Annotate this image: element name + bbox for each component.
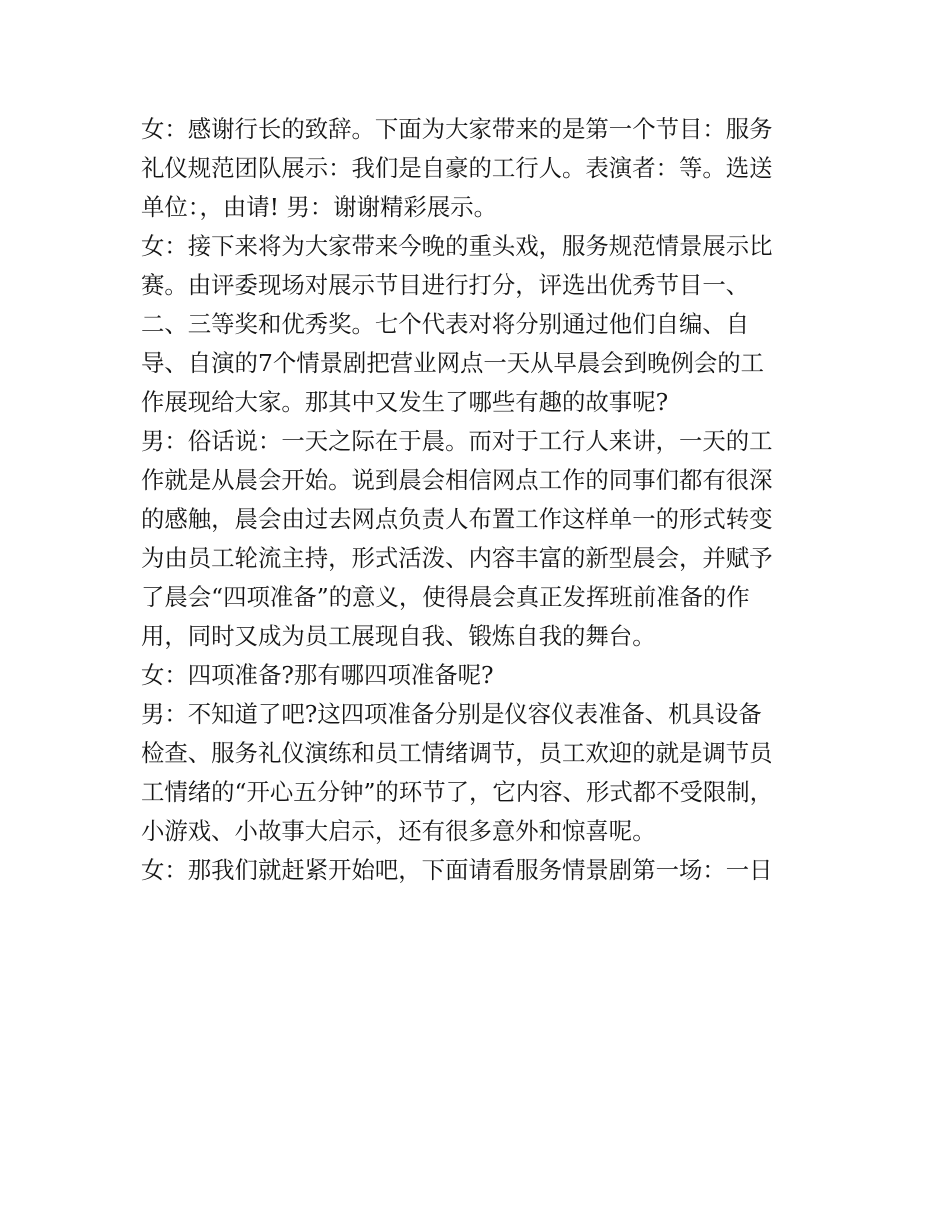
text-line: 检查、服务礼仪演练和员工情绪调节，员工欢迎的就是调节员 xyxy=(141,739,773,767)
text-line: 单位：，由请! 男：谢谢精彩展示。 xyxy=(141,193,497,221)
text-line: 为由员工轮流主持，形式活泼、内容丰富的新型晨会，并赋予 xyxy=(141,544,773,572)
text-line: 作展现给大家。那其中又发生了哪些有趣的故事呢? xyxy=(141,388,669,416)
text-line: 女：接下来将为大家带来今晚的重头戏，服务规范情景展示比 xyxy=(141,232,773,260)
text-line: 小游戏、小故事大启示，还有很多意外和惊喜呢。 xyxy=(141,817,656,845)
text-line: 了晨会“四项准备”的意义，使得晨会真正发挥班前准备的作 xyxy=(141,583,750,611)
text-line: 导、自演的7个情景剧把营业网点一天从早晨会到晚例会的工 xyxy=(141,349,765,377)
text-line: 作就是从晨会开始。说到晨会相信网点工作的同事们都有很深 xyxy=(141,466,773,494)
text-line: 二、三等奖和优秀奖。七个代表对将分别通过他们自编、自 xyxy=(141,310,750,338)
text-line: 女：感谢行长的致辞。下面为大家带来的是第一个节目：服务 xyxy=(141,115,773,143)
text-line: 工情绪的“开心五分钟”的环节了，它内容、形式都不受限制， xyxy=(141,778,774,806)
text-line: 赛。由评委现场对展示节目进行打分，评选出优秀节目一、 xyxy=(141,271,750,299)
text-line: 礼仪规范团队展示：我们是自豪的工行人。表演者：等。选送 xyxy=(141,154,773,182)
text-line: 女：四项准备?那有哪四项准备呢? xyxy=(141,661,494,689)
text-line: 男：不知道了吧?这四项准备分别是仪容仪表准备、机具设备 xyxy=(141,700,762,728)
text-line: 男：俗话说：一天之际在于晨。而对于工行人来讲，一天的工 xyxy=(141,427,773,455)
text-line: 的感触，晨会由过去网点负责人布置工作这样单一的形式转变 xyxy=(141,505,773,533)
text-line: 用，同时又成为员工展现自我、锻炼自我的舞台。 xyxy=(141,622,656,650)
body-text xyxy=(141,110,821,890)
text-line: 女：那我们就赶紧开始吧，下面请看服务情景剧第一场：一日 xyxy=(141,856,773,884)
